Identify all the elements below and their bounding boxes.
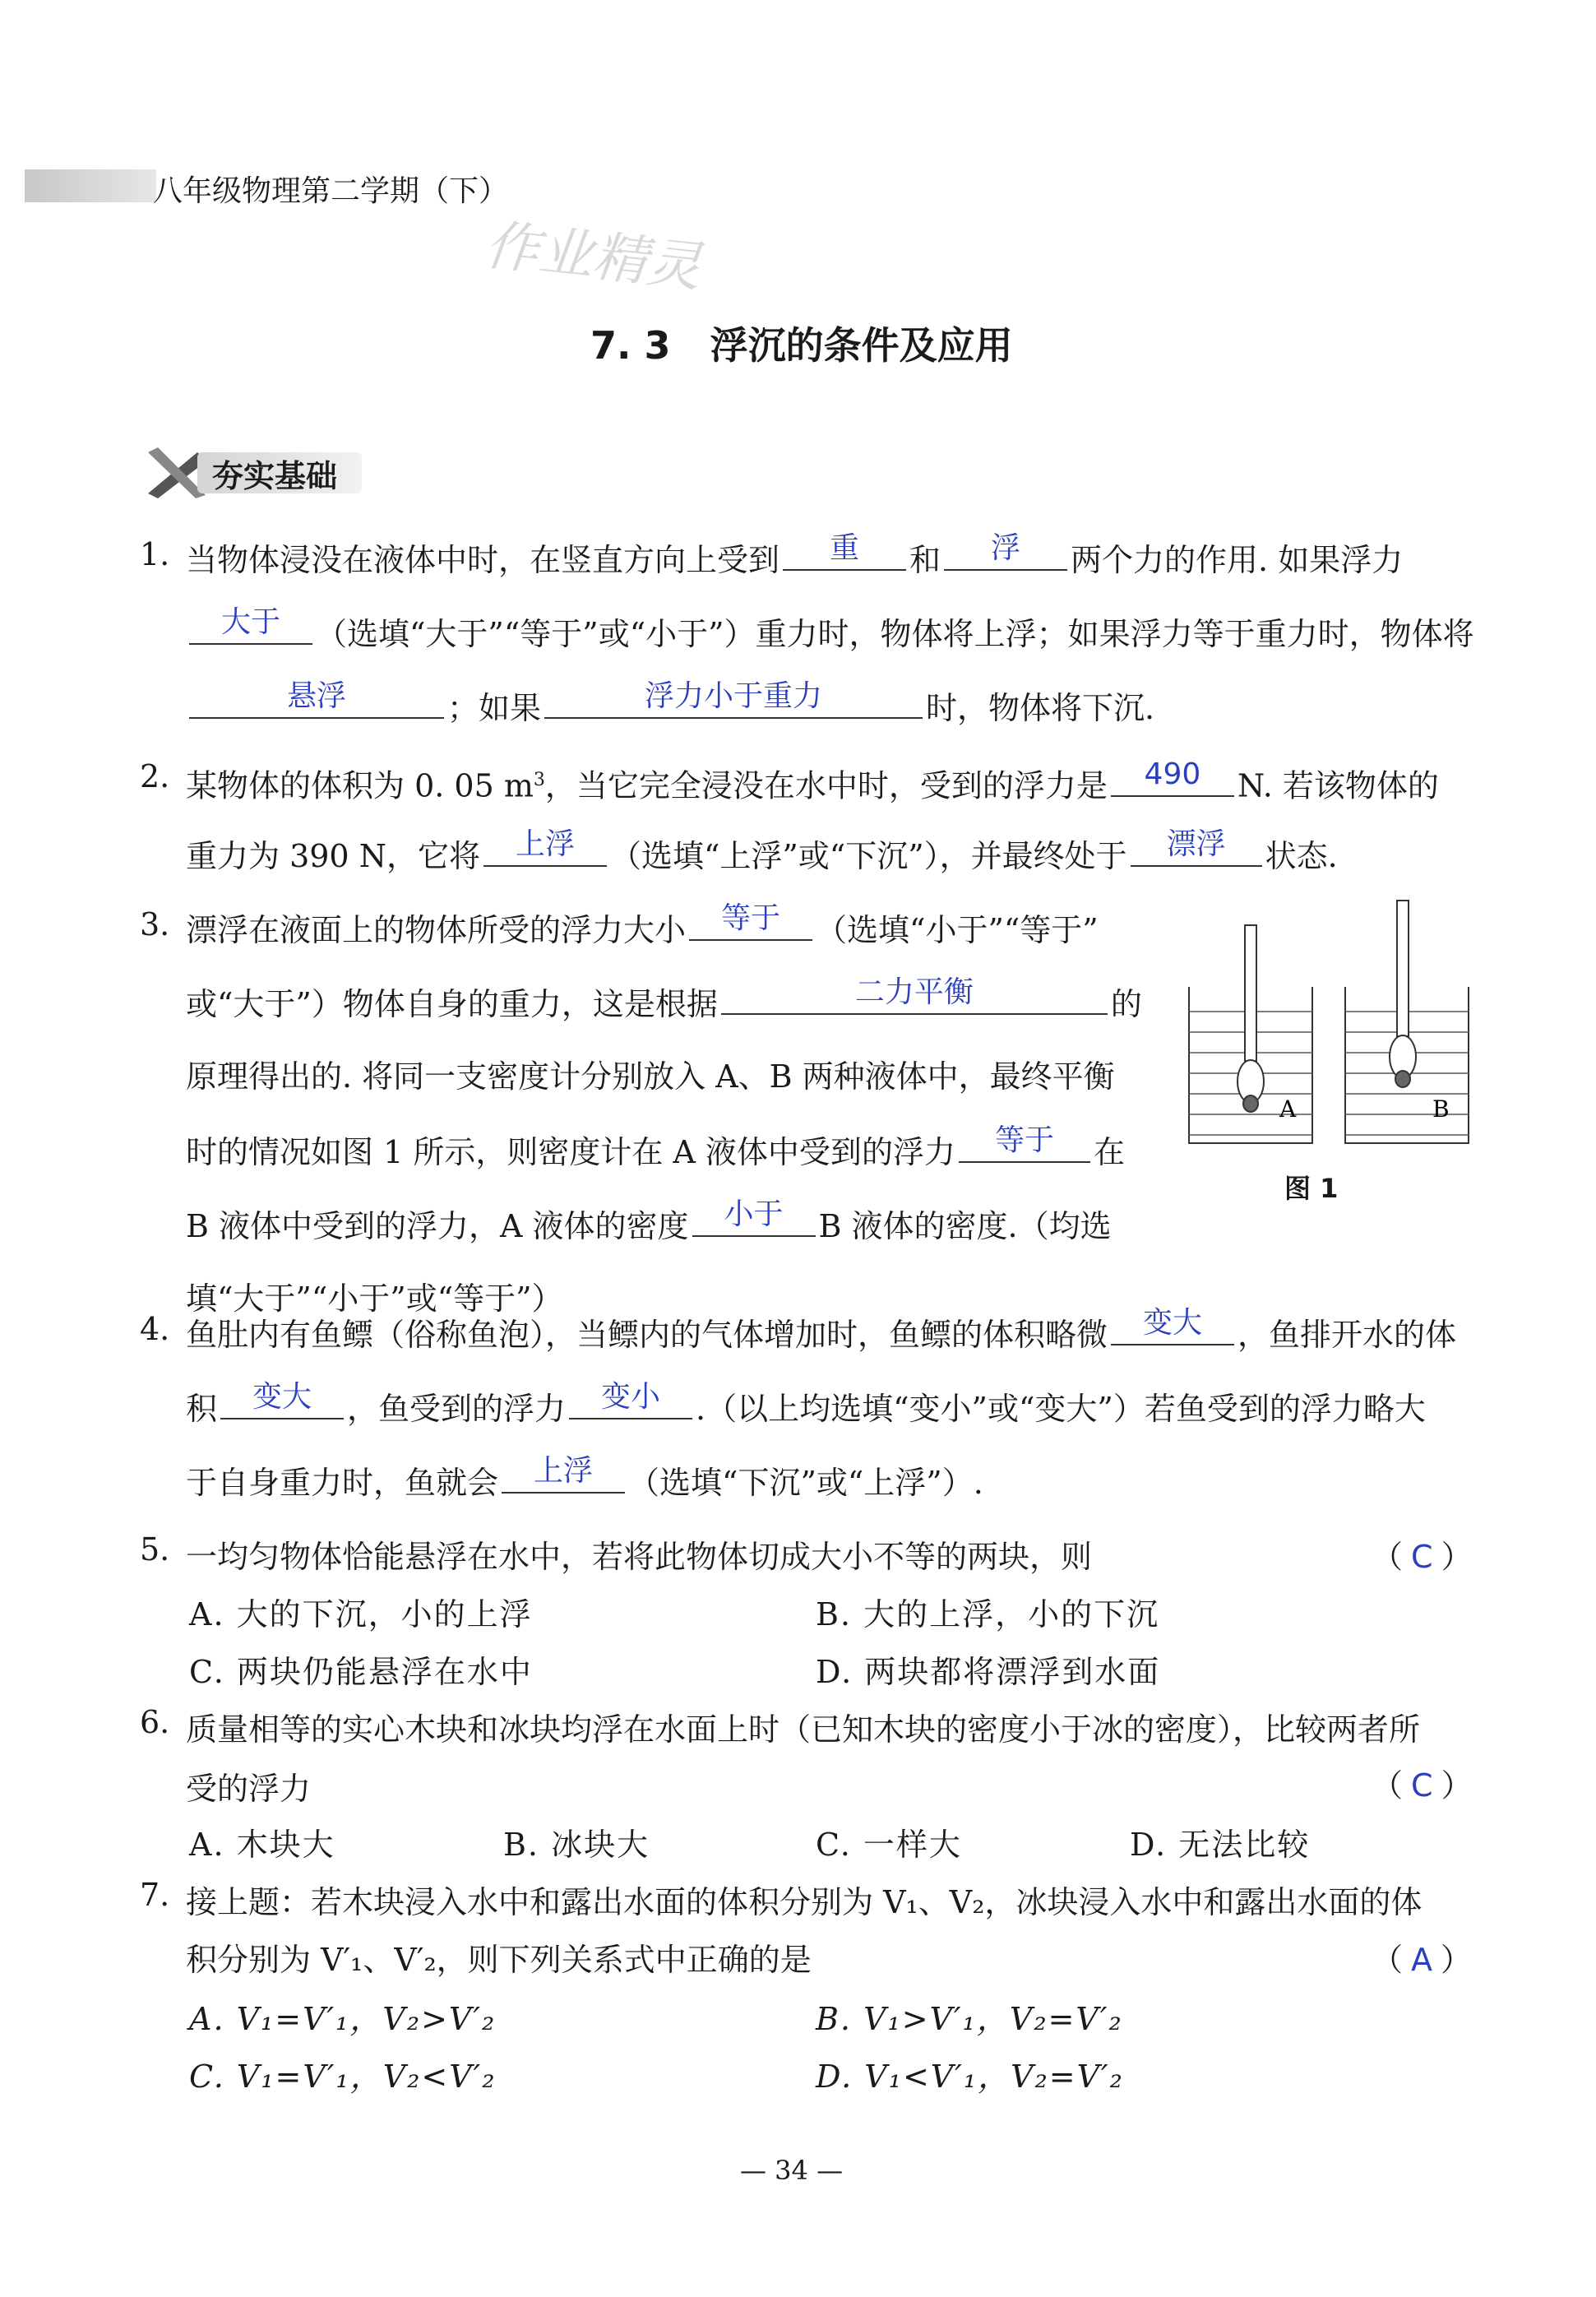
q7-answer-paren: （A） xyxy=(1372,1942,1481,1978)
page-number: — 34 — xyxy=(740,2155,844,2186)
q6-option-d: D. 无法比较 xyxy=(1130,1827,1311,1863)
q1-blank-4: 悬浮 xyxy=(189,684,444,719)
q1-blank-2: 浮 xyxy=(944,536,1067,571)
figure-1 xyxy=(1181,888,1493,1204)
q2-blank-1: 490 xyxy=(1111,762,1234,797)
q5-option-b: B. 大的上浮，小的下沉 xyxy=(816,1596,1160,1632)
q3-blank-4: 小于 xyxy=(692,1202,816,1237)
header-title: 八年级物理第二学期（下） xyxy=(153,174,509,208)
q5-option-c: C. 两块仍能悬浮在水中 xyxy=(189,1654,533,1690)
hydrometer-a xyxy=(1237,925,1264,1112)
q6-option-c: C. 一样大 xyxy=(816,1827,962,1863)
q4-blank-2: 变大 xyxy=(220,1385,344,1419)
q4-blank-4: 上浮 xyxy=(502,1459,625,1494)
q6-answer: C xyxy=(1411,1767,1441,1804)
header-bar xyxy=(25,169,156,202)
fig-label-a: A xyxy=(1279,1095,1297,1123)
q3-blank-3: 等于 xyxy=(959,1128,1090,1163)
q4-blank-1: 变大 xyxy=(1111,1311,1234,1345)
q6-stem-2: 受的浮力 xyxy=(186,1771,312,1807)
q7-option-c: C. V₁=V′₁，V₂<V′₂ xyxy=(189,2059,497,2095)
watermark: 作业精灵 xyxy=(482,213,705,299)
q7-stem-1: 接上题：若木块浸入水中和露出水面的体积分别为 V₁、V₂，冰块浸入水中和露出水面的体 xyxy=(186,1884,1423,1920)
section-number: 7. 3 xyxy=(590,323,671,368)
q5-stem: 一均匀物体恰能悬浮在水中，若将此物体切成大小不等的两块，则 xyxy=(186,1539,1093,1575)
q7-option-d: D. V₁<V′₁，V₂=V′₂ xyxy=(816,2059,1124,2095)
q4-number: 4. xyxy=(140,1311,170,1347)
q2-number: 2. xyxy=(140,758,170,794)
q7-option-a: A. V₁=V′₁，V₂>V′₂ xyxy=(189,2001,497,2037)
q5-number: 5. xyxy=(140,1531,170,1568)
figure-caption: 图 1 xyxy=(1284,1173,1339,1204)
q1-blank-1: 重 xyxy=(783,536,906,571)
q5-option-a: A. 大的下沉，小的上浮 xyxy=(189,1596,533,1632)
q6-option-b: B. 冰块大 xyxy=(503,1827,650,1863)
q6-stem-1: 质量相等的实心木块和冰块均浮在水面上时（已知木块的密度小于冰的密度），比较两者所 xyxy=(186,1711,1421,1748)
q5-answer: C xyxy=(1411,1539,1441,1575)
q3-blank-1: 等于 xyxy=(689,906,812,941)
q5-option-d: D. 两块都将漂浮到水面 xyxy=(816,1654,1161,1690)
hydrometer-b xyxy=(1390,901,1416,1087)
q3-blank-2: 二力平衡 xyxy=(721,980,1108,1015)
hydrometer-diagram xyxy=(1181,888,1493,1151)
section-badge-label: 夯实基础 xyxy=(212,458,338,494)
q5-answer-paren: （C） xyxy=(1372,1539,1481,1575)
q6-number: 6. xyxy=(140,1704,170,1740)
q7-option-b: B. V₁>V′₁，V₂=V′₂ xyxy=(816,2001,1123,2037)
q1-number: 1. xyxy=(140,536,170,572)
q1-blank-3: 大于 xyxy=(189,610,312,645)
fig-label-b: B xyxy=(1432,1095,1450,1123)
q2-blank-2: 上浮 xyxy=(483,832,607,867)
section-badge xyxy=(140,444,370,502)
q1-blank-5: 浮力小于重力 xyxy=(544,684,923,719)
section-text: 浮沉的条件及应用 xyxy=(710,323,1013,368)
q7-stem-2: 积分别为 V′₁、V′₂，则下列关系式中正确的是 xyxy=(186,1942,812,1978)
q7-number: 7. xyxy=(140,1877,170,1913)
q3-number: 3. xyxy=(140,906,170,942)
q2-blank-3: 漂浮 xyxy=(1131,832,1262,867)
q7-answer: A xyxy=(1411,1942,1441,1978)
q4-blank-3: 变小 xyxy=(569,1385,692,1419)
q6-option-a: A. 木块大 xyxy=(189,1827,335,1863)
q6-answer-paren: （C） xyxy=(1372,1767,1481,1804)
section-title xyxy=(590,316,1013,370)
